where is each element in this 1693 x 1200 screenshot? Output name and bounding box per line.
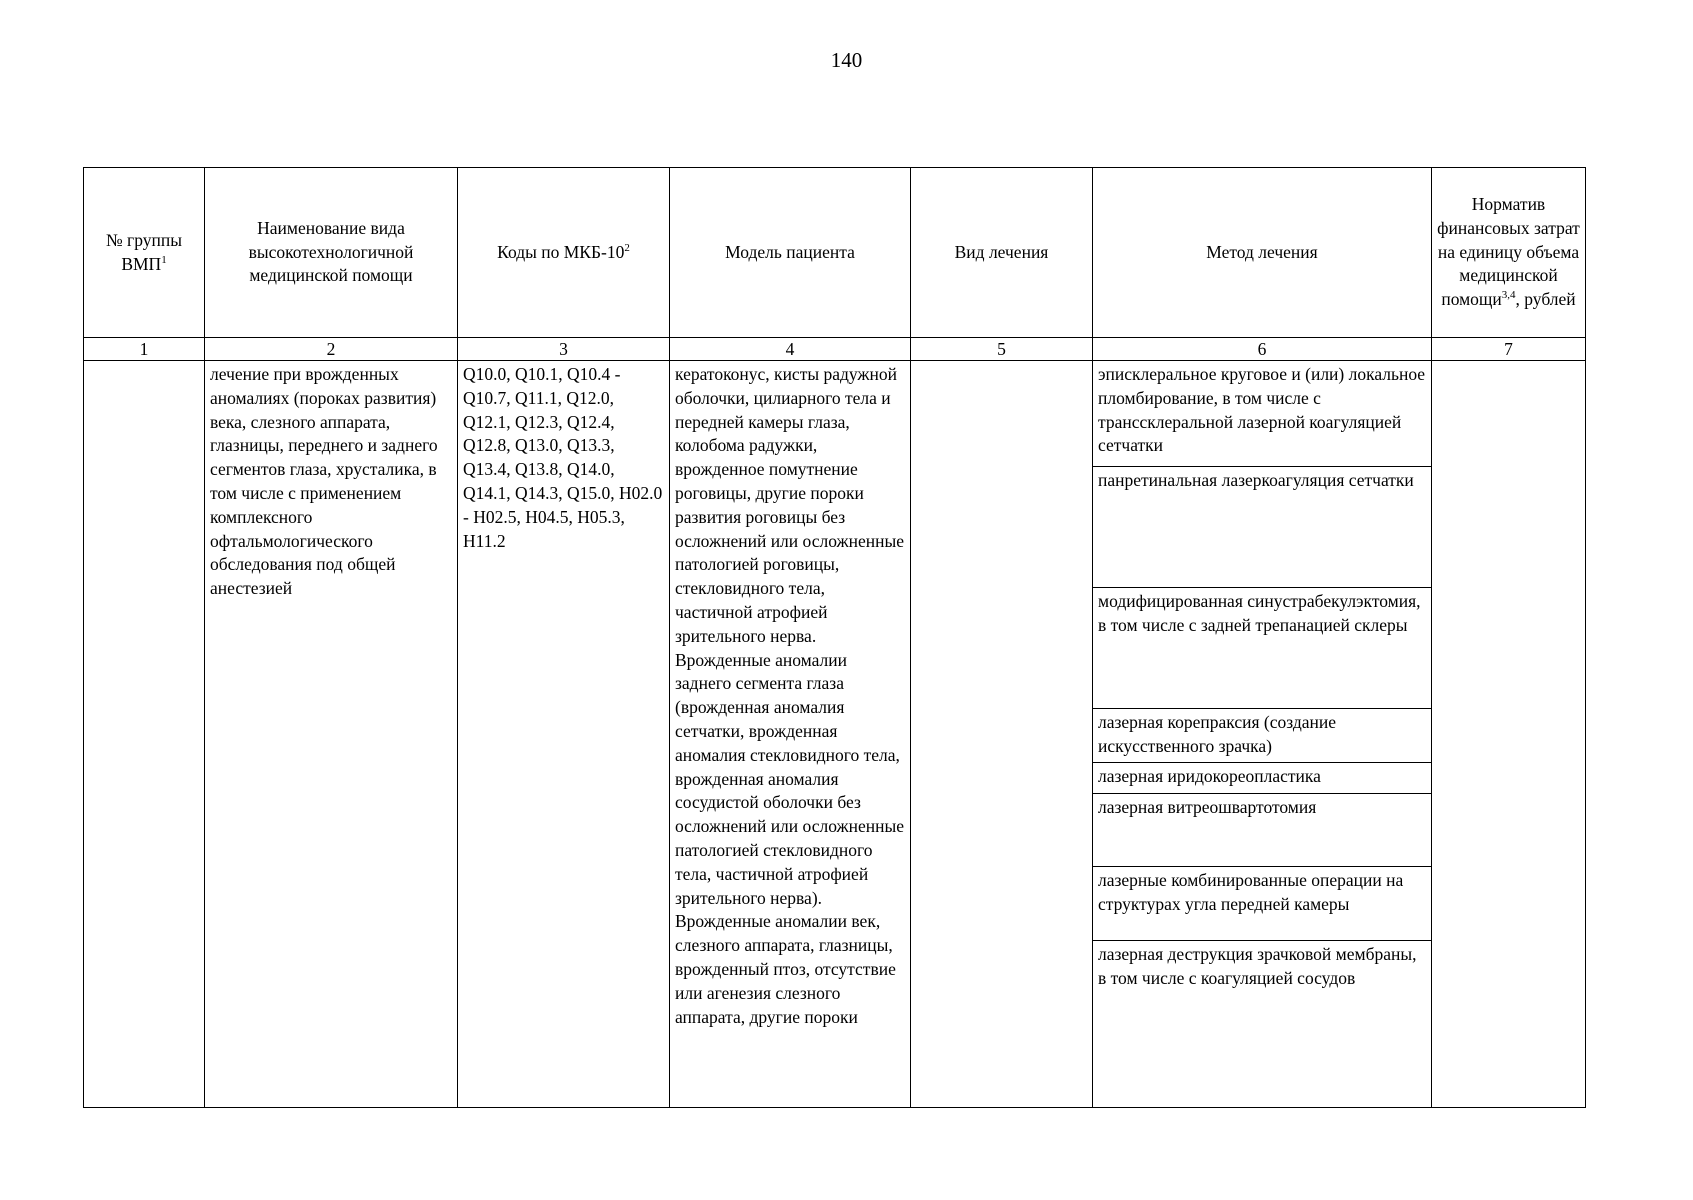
header-patient-model: Модель пациента — [670, 168, 911, 338]
treatment-type-cell — [911, 361, 1093, 1108]
header-icd-codes: Коды по МКБ-$10^2$ — [458, 168, 670, 338]
header-cost-standard: Норматив финансовых затрат на единицу объема медицинской помощи$^{3,4}$, рублей — [1432, 168, 1586, 338]
column-number-row — [84, 338, 1586, 361]
column-number: 2 — [205, 338, 458, 361]
cost-standard-cell — [1432, 361, 1586, 1108]
patient-model: кератоконус, кисты радужной оболочки, цилиарного тела и передней камеры глаза, колобома радужки, врожденное помутнение роговицы, другие пороки развития роговицы без осложнений или осложненные патологией роговицы, стекловидного тела, частичной атрофией зрительного нерва. Врожденные аномалии заднего сегмента глаза (врожденная аномалия сетчатки, врожденная аномалия стекловидного тела, врожденная аномалия сосудистой оболочки без осложнений или осложненные патологией стекловидного тела, частичной атрофией зрительного нерва). Врожденные аномалии век, слезного аппарата, глазницы, врожденный птоз, отсутствие или агенезия слезного аппарата, другие пороки — [675, 364, 905, 1027]
column-number: 4 — [670, 338, 911, 361]
treatment-method-item: модифицированная синустрабекулэктомия, в том числе с задней трепанацией склеры — [1093, 588, 1431, 709]
treatment-method-item: эписклеральное круговое и (или) локальное пломбирование, в том числе с транссклеральной лазерной коагуляцией сетчатки — [1093, 361, 1431, 467]
medical-care-table — [83, 167, 1586, 1108]
column-number: 5 — [911, 338, 1093, 361]
group-number-cell — [84, 361, 205, 1108]
treatment-method-item: панретинальная лазеркоагуляция сетчатки — [1093, 467, 1431, 588]
column-number: 6 — [1093, 338, 1432, 361]
treatment-method-item: лазерная деструкция зрачковой мембраны, в том числе с коагуляцией сосудов — [1098, 944, 1417, 988]
header-treatment-method: Метод лечения — [1093, 168, 1432, 338]
care-type-name-cell — [205, 361, 458, 1108]
care-type-name: лечение при врожденных аномалиях (пороках развития) века, слезного аппарата, глазницы, переднего и заднего сегментов глаза, хрусталика, в том числе с применением комплексного офтальмологического обследования под общей анестезией — [210, 364, 438, 599]
header-care-type-name: Наименование вида высокотехнологичной медицинской помощи — [205, 168, 458, 338]
table-row — [84, 361, 1586, 1108]
column-number: 1 — [84, 338, 205, 361]
treatment-method-item: лазерная корепраксия (создание искусственного зрачка) — [1093, 709, 1431, 763]
treatment-method-item: лазерная витреошвартотомия — [1093, 794, 1431, 867]
header-group-number: № группы ВМП$^1$ — [84, 168, 205, 338]
treatment-method-item: лазерная иридокореопластика — [1093, 763, 1431, 794]
page-number: 140 — [830, 48, 863, 72]
column-number: 3 — [458, 338, 670, 361]
header-row — [84, 168, 1586, 338]
treatment-methods-cell — [1093, 361, 1432, 1108]
icd-codes-cell — [458, 361, 670, 1108]
column-number: 7 — [1432, 338, 1586, 361]
icd-codes: Q10.0, Q10.1, Q10.4 - Q10.7, Q11.1, Q12.0, Q12.1, Q12.3, Q12.4, Q12.8, Q13.0, Q13.3, Q13.4, Q13.8, Q14.0, Q14.1, Q14.3, Q15.0, H02.0 - H02.5, H04.5, H05.3, H11.2 — [463, 364, 663, 551]
patient-model-cell — [670, 361, 911, 1108]
treatment-method-item: лазерные комбинированные операции на структурах угла передней камеры — [1093, 867, 1431, 941]
treatment-method-list — [1093, 361, 1431, 1107]
header-treatment-type: Вид лечения — [911, 168, 1093, 338]
